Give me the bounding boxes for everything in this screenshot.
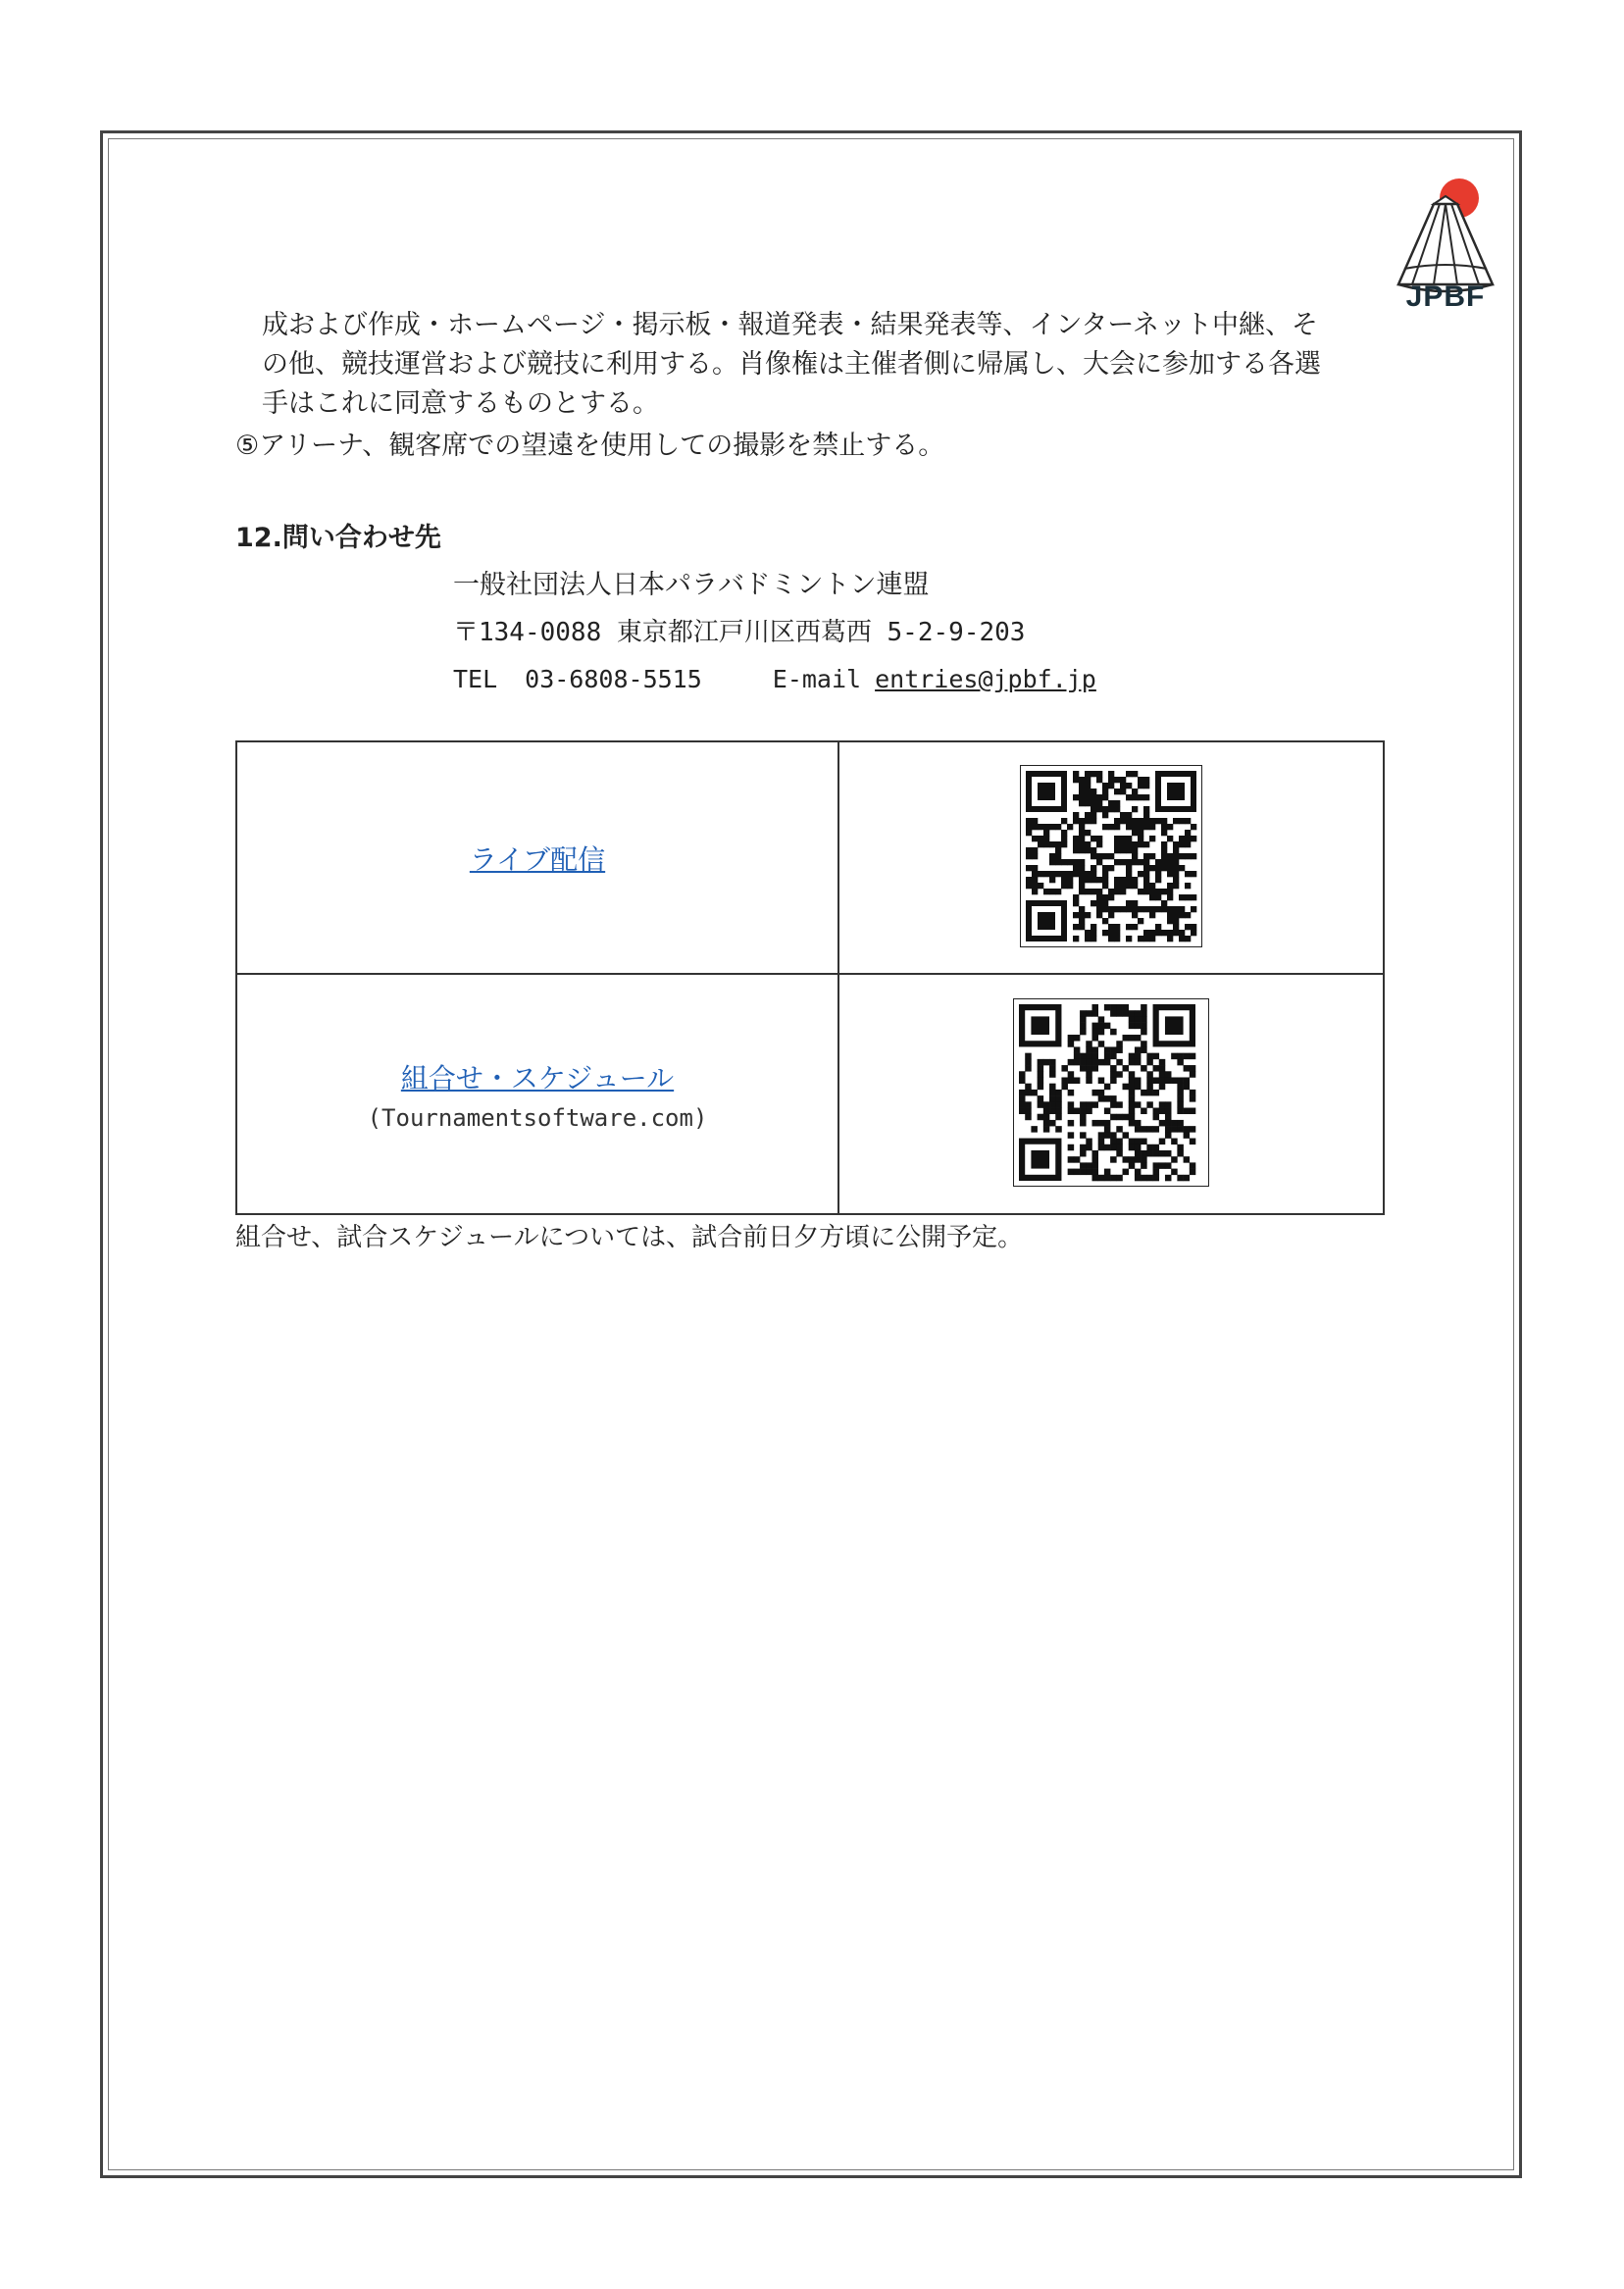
schedule-cell (236, 974, 838, 1214)
contact-heading: 12.問い合わせ先 (235, 523, 441, 553)
schedule-link[interactable]: 組合せ・スケジュール (400, 1061, 675, 1094)
tel-number: 03-6808-5515 (525, 665, 702, 693)
table-row (236, 974, 1384, 1214)
body-line-2: の他、競技運営および競技に利用する。肖像権は主催者側に帰属し、大会に参加する各選 (262, 349, 1321, 380)
qr-code-icon[interactable] (1020, 765, 1202, 947)
contact-address: 〒134-0088 東京都江戸川区西葛西 5-2-9-203 (453, 618, 1026, 647)
tel-label: TEL (453, 665, 498, 693)
contact-phone-row (453, 661, 1096, 698)
contact-organization: 一般社団法人日本パラバドミントン連盟 (453, 570, 930, 600)
table-row (236, 741, 1384, 974)
qr-cell (838, 741, 1384, 974)
live-stream-cell (236, 741, 838, 974)
logo-text: JPBF (1405, 280, 1486, 313)
qr-cell (838, 974, 1384, 1214)
body-line-1: 成および作成・ホームページ・掲示板・報道発表・結果発表等、インターネット中継、そ (262, 310, 1319, 340)
email-label: E-mail (772, 665, 862, 693)
body-line-3: 手はこれに同意するものとする。 (262, 388, 659, 419)
live-stream-link[interactable]: ライブ配信 (469, 842, 606, 876)
schedule-source: (Tournamentsoftware.com) (367, 1103, 708, 1132)
schedule-footnote: 組合せ、試合スケジュールについては、試合前日夕方頃に公開予定。 (235, 1223, 1024, 1252)
qr-code-icon[interactable] (1013, 998, 1209, 1187)
rule-item-5: ⑤アリーナ、観客席での望遠を使用しての撮影を禁止する。 (235, 431, 945, 461)
email-link[interactable]: entries@jpbf.jp (875, 665, 1096, 693)
links-table (235, 740, 1385, 1215)
